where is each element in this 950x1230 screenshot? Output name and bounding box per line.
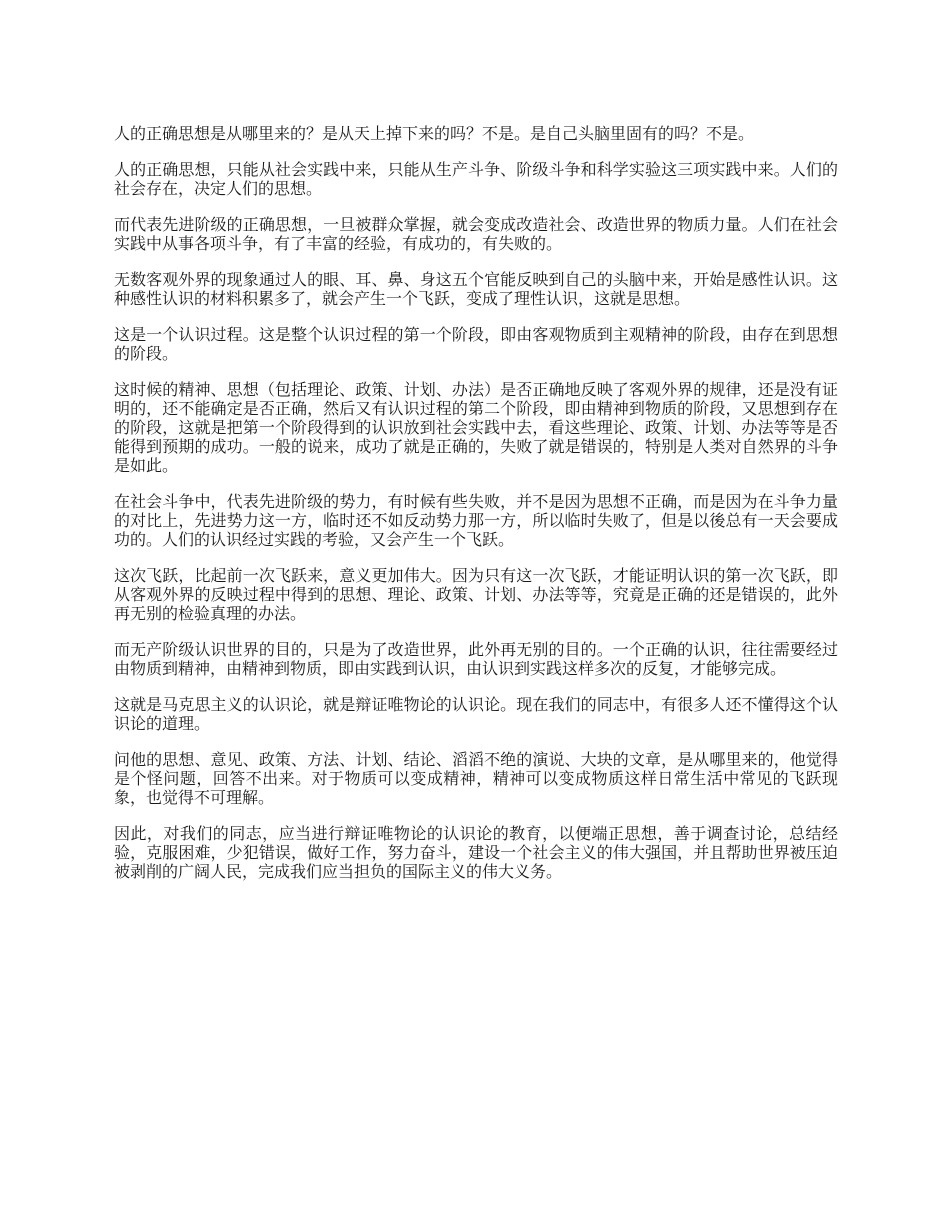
paragraph-6: 这时候的精神、思想（包括理论、政策、计划、办法）是否正确地反映了客观外界的规律，还是没有证明的，还不能确定是否正确，然后又有认识过程的第二个阶段，即由精神到物质的阶段，又思想到存在的阶段，这就是把第一个阶段得到的认识放到社会实践中去，看这些理论、政策、计划、办法等等是否能得到预期的成功。一般的说来，成功了就是正确的，失败了就是错误的，特别是人类对自然界的斗争是如此。 [114, 380, 838, 475]
paragraph-7: 在社会斗争中，代表先进阶级的势力，有时候有些失败，并不是因为思想不正确，而是因为在斗争力量的对比上，先进势力这一方，临时还不如反动势力那一方，所以临时失败了，但是以後总有一天会要成功的。人们的认识经过实践的考验，又会产生一个飞跃。 [114, 492, 838, 549]
paragraph-1: 人的正确思想是从哪里来的？是从天上掉下来的吗？不是。是自己头脑里固有的吗？不是。 [114, 124, 755, 143]
paragraph-11: 问他的思想、意见、政策、方法、计划、结论、滔滔不绝的演说、大块的文章，是从哪里来的，他觉得是个怪问题，回答不出来。对于物质可以变成精神，精神可以变成物质这样日常生活中常见的飞跃现象，也觉得不可理解。 [114, 750, 838, 807]
paragraph-12: 因此，对我们的同志，应当进行辩证唯物论的认识论的教育，以便端正思想，善于调查讨论，总结经验，克服困难，少犯错误，做好工作，努力奋斗，建设一个社会主义的伟大强国，并且帮助世界被压迫被剥削的广阔人民，完成我们应当担负的国际主义的伟大义务。 [114, 824, 838, 881]
paragraph-5: 这是一个认识过程。这是整个认识过程的第一个阶段，即由客观物质到主观精神的阶段，由存在到思想的阶段。 [114, 325, 838, 363]
paragraph-8: 这次飞跃，比起前一次飞跃来，意义更加伟大。因为只有这一次飞跃，才能证明认识的第一次飞跃，即从客观外界的反映过程中得到的思想、理论、政策、计划、办法等等，究竟是正确的还是错误的，此外再无别的检验真理的办法。 [114, 566, 838, 623]
document-body [114, 124, 838, 898]
paragraph-2: 人的正确思想，只能从社会实践中来，只能从生产斗争、阶级斗争和科学实验这三项实践中来。人们的社会存在，决定人们的思想。 [114, 160, 838, 198]
paragraph-4: 无数客观外界的现象通过人的眼、耳、鼻、身这五个官能反映到自己的头脑中来，开始是感性认识。这种感性认识的材料积累多了，就会产生一个飞跃，变成了理性认识，这就是思想。 [114, 270, 838, 308]
paragraph-10: 这就是马克思主义的认识论，就是辩证唯物论的认识论。现在我们的同志中，有很多人还不懂得这个认识论的道理。 [114, 695, 838, 733]
paragraph-9: 而无产阶级认识世界的目的，只是为了改造世界，此外再无别的目的。一个正确的认识，往往需要经过由物质到精神，由精神到物质，即由实践到认识，由认识到实践这样多次的反复，才能够完成。 [114, 640, 838, 678]
paragraph-3: 而代表先进阶级的正确思想，一旦被群众掌握，就会变成改造社会、改造世界的物质力量。人们在社会实践中从事各项斗争，有了丰富的经验，有成功的，有失败的。 [114, 215, 838, 253]
